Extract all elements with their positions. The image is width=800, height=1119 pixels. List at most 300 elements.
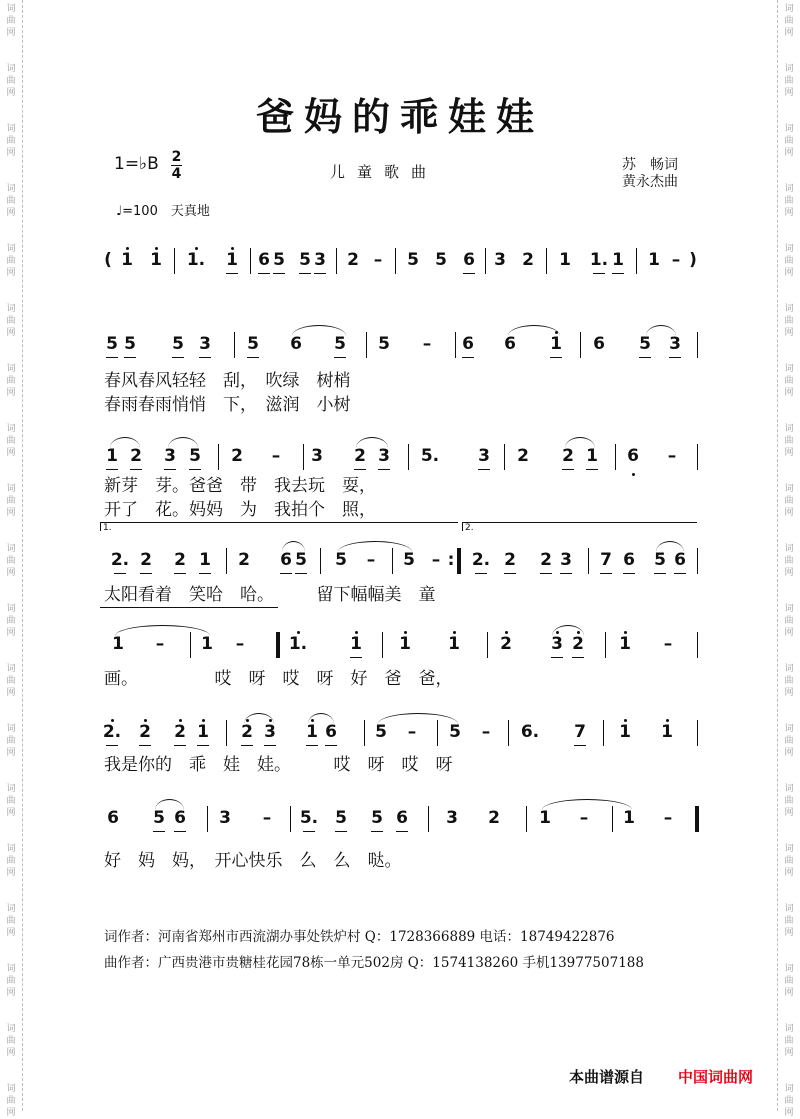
octave-dot — [666, 719, 669, 722]
note-symbol: 6 — [290, 334, 302, 354]
note-symbol: – — [235, 634, 245, 654]
side-watermark-glyph: 网 — [6, 148, 16, 158]
side-watermark-glyph: 网 — [784, 1048, 794, 1058]
note-symbol: – — [271, 446, 281, 466]
right-margin-strip — [777, 0, 800, 1118]
side-watermark-glyph: 词 — [784, 664, 794, 674]
side-watermark-glyph: 曲 — [784, 16, 794, 26]
beam-line — [258, 273, 270, 274]
genre-label: 儿童歌曲 — [330, 163, 439, 181]
meter-bottom: 4 — [171, 166, 182, 182]
beam-line — [550, 357, 562, 358]
side-watermark-glyph: 曲 — [784, 1036, 794, 1046]
note-symbol: 5 — [654, 550, 666, 570]
beam-line — [264, 745, 276, 746]
side-watermark-glyph: 网 — [784, 628, 794, 638]
note-symbol: 2 — [562, 446, 574, 466]
note-symbol: 2. — [471, 550, 491, 570]
note-symbol: 2 — [174, 550, 186, 570]
source-label: 本曲谱源自 — [569, 1068, 645, 1086]
note-symbol: – — [422, 334, 432, 354]
side-watermark-glyph: 词 — [784, 1024, 794, 1034]
octave-dot — [624, 631, 627, 634]
side-watermark-glyph: 网 — [6, 688, 16, 698]
bar-line — [508, 720, 509, 746]
side-watermark-glyph: 词 — [6, 244, 16, 254]
note-symbol: 2 — [488, 808, 500, 828]
side-watermark-glyph: 曲 — [6, 316, 16, 326]
beam-line — [475, 573, 487, 574]
note-symbol: 1 — [350, 634, 362, 654]
bar-line — [303, 444, 304, 470]
time-signature — [171, 150, 182, 181]
note-symbol: 3 — [494, 250, 506, 270]
side-watermark-glyph: 网 — [784, 808, 794, 818]
side-watermark-glyph: 词 — [6, 364, 16, 374]
side-watermark-glyph: 曲 — [6, 256, 16, 266]
side-watermark-glyph: 网 — [6, 88, 16, 98]
bar-line — [276, 632, 280, 658]
side-watermark-glyph: 曲 — [6, 676, 16, 686]
source-site-link[interactable]: 中国词曲网 — [678, 1068, 754, 1086]
slur-arc — [378, 713, 458, 724]
note-symbol: 1 — [619, 722, 631, 742]
note-symbol: 7 — [600, 550, 612, 570]
side-watermark-glyph: 词 — [784, 244, 794, 254]
side-watermark-glyph: 曲 — [6, 1036, 16, 1046]
octave-dot — [404, 631, 407, 634]
side-watermark-glyph: 词 — [784, 904, 794, 914]
note-symbol: 1 — [623, 808, 635, 828]
beam-line — [623, 573, 635, 574]
side-watermark-glyph: 曲 — [6, 136, 16, 146]
side-watermark-glyph: 网 — [784, 748, 794, 758]
note-symbol: 3 — [669, 334, 681, 354]
side-watermark-glyph: 曲 — [6, 556, 16, 566]
note-symbol: 5 — [273, 250, 285, 270]
beam-line — [551, 657, 563, 658]
beam-line — [560, 573, 572, 574]
side-watermark-glyph: 曲 — [6, 76, 16, 86]
note-symbol: 7 — [574, 722, 586, 742]
note-symbol: 6 — [593, 334, 605, 354]
octave-dot — [144, 719, 147, 722]
bar-line — [697, 632, 698, 658]
note-symbol: 1 — [121, 250, 133, 270]
note-symbol: 1. — [186, 250, 206, 270]
beam-line — [153, 831, 165, 832]
note-symbol: 2 — [522, 250, 534, 270]
lyrics-line: 新芽 芽。爸爸 带 我去玩 耍， — [104, 476, 376, 496]
note-symbol: 3 — [314, 250, 326, 270]
note-symbol: 6 — [107, 808, 119, 828]
beam-line — [593, 273, 605, 274]
side-watermark-glyph: 词 — [6, 64, 16, 74]
bar-line — [603, 720, 604, 746]
side-watermark-glyph: 网 — [6, 988, 16, 998]
side-watermark-glyph: 词 — [6, 1024, 16, 1034]
note-symbol: 2 — [231, 446, 243, 466]
side-watermark-glyph: 曲 — [784, 1096, 794, 1106]
beam-line — [226, 273, 238, 274]
side-watermark-glyph: 词 — [6, 904, 16, 914]
beam-line — [371, 831, 383, 832]
lyrics-line: 春风春风轻轻 刮， 吹绿 树梢 — [104, 371, 351, 391]
note-symbol: 5 — [106, 334, 118, 354]
side-watermark-glyph: 网 — [6, 268, 16, 278]
note-symbol: 2. — [102, 722, 122, 742]
bar-line — [320, 548, 321, 574]
side-watermark-glyph: 词 — [6, 664, 16, 674]
side-watermark-glyph: 曲 — [784, 436, 794, 446]
side-watermark-glyph: 词 — [6, 484, 16, 494]
side-watermark-glyph: 词 — [784, 484, 794, 494]
lyricist-credit: 苏 畅词 — [622, 157, 678, 173]
lyrics-line: 好 妈 妈， 开心快乐 么 么 哒。 — [104, 851, 402, 871]
octave-dot — [111, 719, 114, 722]
side-watermark-glyph: 词 — [784, 964, 794, 974]
side-watermark-glyph: 网 — [784, 388, 794, 398]
bar-line — [588, 548, 589, 574]
bar-line — [615, 444, 616, 470]
note-symbol: 5 — [124, 334, 136, 354]
slur-arc — [646, 325, 676, 336]
note-symbol: 3 — [264, 722, 276, 742]
beam-line — [669, 357, 681, 358]
side-watermark-glyph: 曲 — [784, 136, 794, 146]
note-symbol: 3 — [199, 334, 211, 354]
side-watermark-glyph: 曲 — [784, 856, 794, 866]
note-symbol: 1 — [150, 250, 162, 270]
slur-arc — [508, 325, 560, 336]
side-watermark-glyph: 词 — [6, 4, 16, 14]
side-watermark-glyph: 网 — [6, 1108, 16, 1118]
bar-line — [580, 332, 581, 358]
note-symbol: 3 — [164, 446, 176, 466]
note-symbol: 1 — [539, 808, 551, 828]
note-symbol: – — [579, 808, 589, 828]
note-symbol: 3 — [219, 808, 231, 828]
beam-line — [199, 357, 211, 358]
beam-line — [174, 573, 186, 574]
bar-line — [207, 806, 208, 832]
slur-arc — [356, 437, 388, 448]
bar-line — [695, 806, 699, 832]
side-watermark-glyph: 网 — [784, 28, 794, 38]
note-symbol: 2 — [504, 550, 516, 570]
side-watermark-glyph: 曲 — [6, 736, 16, 746]
beam-line — [247, 357, 259, 358]
note-symbol: 1 — [106, 446, 118, 466]
side-watermark-glyph: 网 — [784, 508, 794, 518]
note-symbol: 1 — [226, 250, 238, 270]
side-watermark-glyph: 曲 — [784, 256, 794, 266]
side-watermark-glyph: 网 — [6, 928, 16, 938]
side-watermark-glyph: 网 — [6, 28, 16, 38]
side-watermark-glyph: 曲 — [6, 796, 16, 806]
beam-line — [106, 745, 118, 746]
note-symbol: – — [481, 722, 491, 742]
bar-line — [366, 332, 367, 358]
octave-dot — [453, 631, 456, 634]
beam-line — [335, 831, 347, 832]
side-watermark-glyph: 网 — [784, 868, 794, 878]
note-symbol: 6 — [623, 550, 635, 570]
beam-line — [124, 357, 136, 358]
note-symbol: 1 — [559, 250, 571, 270]
bar-line — [487, 632, 488, 658]
beam-line — [140, 573, 152, 574]
side-watermark-glyph: 词 — [6, 604, 16, 614]
note-symbol: 2 — [354, 446, 366, 466]
note-symbol: 6 — [325, 722, 337, 742]
beam-line — [334, 357, 346, 358]
slur-arc — [542, 799, 632, 810]
slur-arc — [282, 541, 305, 552]
side-watermark-glyph: 词 — [784, 304, 794, 314]
side-watermark-glyph: 词 — [6, 184, 16, 194]
beam-line — [396, 831, 408, 832]
side-watermark-glyph: 网 — [784, 448, 794, 458]
side-watermark-glyph: 曲 — [784, 496, 794, 506]
octave-dot — [632, 473, 635, 476]
note-symbol: 5 — [375, 722, 387, 742]
side-watermark-glyph: 词 — [6, 304, 16, 314]
bar-line — [636, 248, 637, 274]
second-ending-bracket — [462, 522, 697, 531]
note-symbol: 6 — [674, 550, 686, 570]
note-symbol: 6 — [258, 250, 270, 270]
bar-line — [697, 720, 698, 746]
side-watermark-glyph: 曲 — [6, 196, 16, 206]
note-symbol: 5 — [247, 334, 259, 354]
beam-line — [174, 745, 186, 746]
side-watermark-glyph: 曲 — [6, 616, 16, 626]
bar-line — [218, 444, 219, 470]
side-watermark-glyph: 网 — [784, 988, 794, 998]
note-symbol: 5 — [371, 808, 383, 828]
slur-arc — [565, 437, 595, 448]
note-symbol: 1. — [589, 250, 609, 270]
lyrics-line: 画。 哎 呀 哎 呀 好 爸 爸， — [104, 669, 453, 689]
slur-arc — [656, 541, 684, 552]
side-watermark-glyph: 网 — [6, 328, 16, 338]
note-symbol: 2 — [500, 634, 512, 654]
note-symbol: – — [431, 550, 441, 570]
side-watermark-glyph: 词 — [784, 4, 794, 14]
note-symbol: 2 — [130, 446, 142, 466]
note-symbol: 1 — [197, 722, 209, 742]
beam-line — [600, 573, 612, 574]
bar-line — [457, 548, 461, 574]
side-watermark-glyph: 词 — [784, 604, 794, 614]
beam-line — [303, 831, 315, 832]
note-symbol: 5 — [189, 446, 201, 466]
key-signature: 1=♭B — [114, 154, 159, 174]
beam-line — [478, 469, 490, 470]
side-watermark-glyph: 词 — [784, 184, 794, 194]
side-watermark-glyph: 词 — [784, 724, 794, 734]
note-symbol: – — [373, 250, 383, 270]
octave-dot — [297, 631, 300, 634]
note-symbol: 5 — [403, 550, 415, 570]
slur-arc — [552, 625, 584, 636]
note-symbol: 1 — [661, 722, 673, 742]
note-symbol: 1 — [306, 722, 318, 742]
bar-line — [395, 248, 396, 274]
side-watermark-glyph: 网 — [6, 808, 16, 818]
note-symbol: 2 — [241, 722, 253, 742]
side-watermark-glyph: 曲 — [784, 976, 794, 986]
side-watermark-glyph: 网 — [6, 508, 16, 518]
beam-line — [273, 273, 285, 274]
note-symbol: 2 — [347, 250, 359, 270]
note-symbol: 5 — [449, 722, 461, 742]
bar-line — [408, 444, 409, 470]
note-symbol: 6 — [280, 550, 292, 570]
lyrics-line: 太阳看着 笑哈 哈。 留下幅幅美 童 — [104, 585, 436, 605]
side-watermark-glyph: 网 — [6, 1048, 16, 1058]
side-watermark-glyph: 曲 — [6, 916, 16, 926]
beam-line — [463, 273, 475, 274]
beam-line — [325, 745, 337, 746]
beam-line — [504, 573, 516, 574]
tempo-marking: ♩=100 天真地 — [116, 204, 210, 219]
side-watermark-glyph: 网 — [6, 448, 16, 458]
side-watermark-glyph: 词 — [784, 784, 794, 794]
note-symbol: 3 — [560, 550, 572, 570]
side-watermark-glyph: 网 — [6, 748, 16, 758]
note-symbol: – — [663, 634, 673, 654]
beam-line — [639, 357, 651, 358]
note-symbol: : — [447, 550, 455, 570]
side-watermark-glyph: 曲 — [6, 856, 16, 866]
bar-line — [546, 248, 547, 274]
side-watermark-glyph: 曲 — [6, 376, 16, 386]
side-watermark-glyph: 曲 — [6, 1096, 16, 1106]
side-watermark-glyph: 词 — [6, 844, 16, 854]
slur-arc — [338, 541, 412, 552]
side-watermark-glyph: 曲 — [784, 76, 794, 86]
note-symbol: 6 — [396, 808, 408, 828]
note-symbol: 2 — [139, 722, 151, 742]
side-watermark-glyph: 词 — [784, 64, 794, 74]
note-symbol: 3 — [446, 808, 458, 828]
beam-line — [299, 273, 311, 274]
note-symbol: 1 — [619, 634, 631, 654]
note-symbol: 1 — [586, 446, 598, 466]
side-watermark-glyph: 曲 — [6, 496, 16, 506]
note-symbol: – — [667, 446, 677, 466]
lyrics-line: 我是你的 乖 娃 娃。 哎 呀 哎 呀 — [104, 755, 453, 775]
note-symbol: 2 — [517, 446, 529, 466]
bar-line — [364, 720, 365, 746]
bar-line — [697, 548, 698, 574]
octave-dot — [355, 631, 358, 634]
note-symbol: 5 — [639, 334, 651, 354]
note-symbol: ( — [104, 250, 112, 270]
note-symbol: – — [262, 808, 272, 828]
side-watermark-glyph: 词 — [6, 424, 16, 434]
side-watermark-glyph: 曲 — [6, 16, 16, 26]
note-symbol: 2 — [540, 550, 552, 570]
meter-top: 2 — [171, 149, 182, 165]
bar-line — [226, 548, 227, 574]
beam-line — [174, 831, 186, 832]
slur-arc — [292, 325, 346, 336]
lyrics-line: 开了 花。妈妈 为 我拍个 照， — [104, 500, 376, 520]
note-symbol: 6 — [463, 250, 475, 270]
beam-line — [574, 745, 586, 746]
first-ending-label: 1. — [103, 523, 112, 533]
side-watermark-glyph: 曲 — [784, 796, 794, 806]
side-watermark-glyph: 词 — [6, 964, 16, 974]
note-symbol: 6 — [504, 334, 516, 354]
bar-line — [336, 248, 337, 274]
side-watermark-glyph: 词 — [784, 124, 794, 134]
bar-line — [226, 720, 227, 746]
note-symbol: – — [366, 550, 376, 570]
side-watermark-glyph: 曲 — [784, 736, 794, 746]
beam-line — [295, 573, 307, 574]
octave-dot — [231, 247, 234, 250]
side-watermark-glyph: 网 — [784, 88, 794, 98]
octave-dot — [155, 247, 158, 250]
note-symbol: 5 — [335, 808, 347, 828]
bar-line — [485, 248, 486, 274]
side-watermark-glyph: 曲 — [6, 976, 16, 986]
note-symbol: 6 — [174, 808, 186, 828]
side-watermark-glyph: 网 — [784, 268, 794, 278]
bar-line — [428, 806, 429, 832]
octave-dot — [179, 719, 182, 722]
note-symbol: 2 — [238, 550, 250, 570]
side-watermark-glyph: 词 — [784, 364, 794, 374]
bar-line — [504, 444, 505, 470]
note-symbol: 5 — [172, 334, 184, 354]
side-watermark-glyph: 网 — [6, 568, 16, 578]
note-symbol: 5. — [420, 446, 440, 466]
composer-credit: 黄永杰曲 — [622, 174, 678, 190]
lyrics-line: 春雨春雨悄悄 下， 滋润 小树 — [104, 395, 351, 415]
note-symbol: – — [155, 634, 165, 654]
note-symbol: 1 — [550, 334, 562, 354]
slur-arc — [168, 437, 198, 448]
note-symbol: 3 — [478, 446, 490, 466]
note-symbol: 6 — [462, 334, 474, 354]
note-symbol: 6 — [627, 446, 639, 466]
beam-line — [572, 657, 584, 658]
note-symbol: 5 — [334, 334, 346, 354]
side-watermark-glyph: 词 — [784, 424, 794, 434]
note-symbol: 5 — [153, 808, 165, 828]
side-watermark-glyph: 曲 — [784, 676, 794, 686]
note-symbol: 1 — [612, 250, 624, 270]
bar-line — [382, 632, 383, 658]
beam-line — [674, 573, 686, 574]
lyricist-contact: 词作者：河南省郑州市西流湖办事处铁炉村 Q：1728366889 电话：18749422876 — [104, 929, 615, 945]
note-symbol: 1 — [399, 634, 411, 654]
beam-line — [654, 573, 666, 574]
side-watermark-glyph: 词 — [6, 124, 16, 134]
side-watermark-glyph: 网 — [6, 868, 16, 878]
note-symbol: 2. — [110, 550, 130, 570]
bar-line — [526, 806, 527, 832]
side-watermark-glyph: 网 — [784, 928, 794, 938]
octave-dot — [624, 719, 627, 722]
side-watermark-glyph: 词 — [6, 724, 16, 734]
side-watermark-glyph: 词 — [784, 544, 794, 554]
